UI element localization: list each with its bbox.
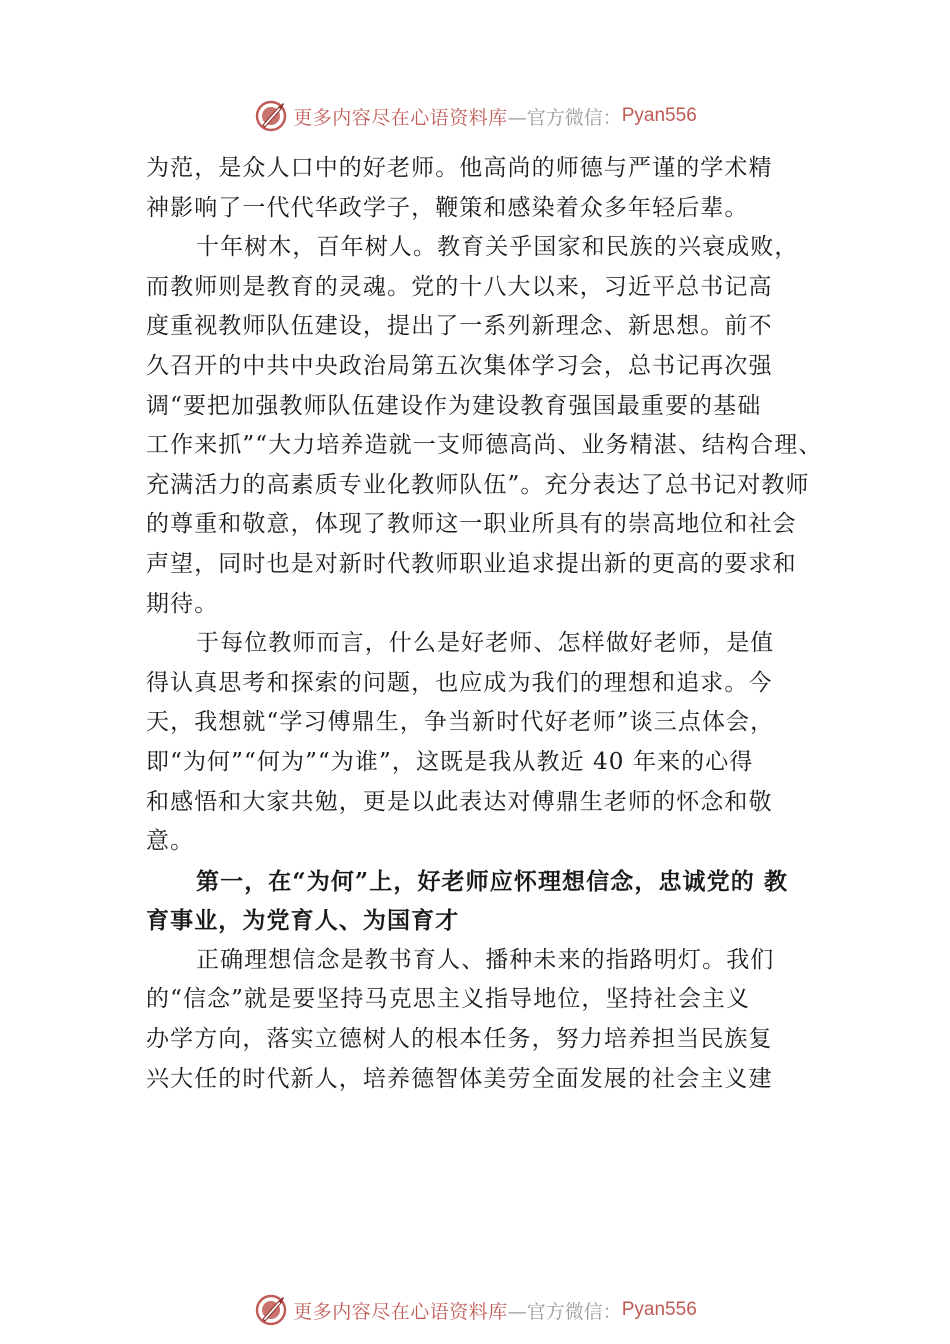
- body-line: 办学方向，落实立德树人的根本任务，努力培养担当民族复: [146, 1026, 773, 1053]
- paragraph-start: 于每位教师而言，什么是好老师、怎样做好老师，是值: [196, 630, 775, 657]
- document-body: [146, 149, 836, 1099]
- body-line: 声望，同时也是对新时代教师职业追求提出新的更高的要求和: [146, 550, 797, 577]
- body-line: 兴大任的时代新人，培养德智体美劳全面发展的社会主义建: [146, 1065, 773, 1092]
- header-banner-sub: —官方微信：: [507, 106, 622, 129]
- body-line: 充满活力的高素质专业化教师队伍”。充分表达了总书记对教师: [146, 471, 810, 498]
- body-line: 而教师则是教育的灵魂。党的十八大以来，习近平总书记高: [146, 273, 773, 300]
- footer-banner-id: Pyan556: [621, 1299, 697, 1320]
- header-banner-main: 更多内容尽在心语资料库: [293, 106, 508, 129]
- body-line: 为范，是众人口中的好老师。他高尚的师德与严谨的学术精: [146, 155, 773, 181]
- body-line: 期待。: [146, 590, 219, 617]
- footer-banner: [0, 1288, 950, 1332]
- body-line: 天，我想就“学习傅鼎生，争当新时代好老师”谈三点体会，: [146, 709, 775, 736]
- body-line: 即“为何”“何为”“为谁”，这既是我从教近 40 年来的心得: [146, 748, 754, 775]
- body-line: 久召开的中共中央政治局第五次集体学习会，总书记再次强: [146, 352, 773, 379]
- body-line: 的尊重和敬意，体现了教师这一职业所具有的崇高地位和社会: [146, 511, 797, 538]
- body-line: 的“信念”就是要坚持马克思主义指导地位，坚持社会主义: [146, 986, 751, 1013]
- pen-logo-icon: [253, 98, 289, 134]
- footer-banner-main: 更多内容尽在心语资料库: [293, 1300, 508, 1323]
- body-line: 神影响了一代代华政学子，鞭策和感染着众多年轻后辈。: [146, 194, 749, 221]
- body-line: 度重视教师队伍建设，提出了一系列新理念、新思想。前不: [146, 313, 773, 340]
- footer-banner-sub: —官方微信：: [507, 1300, 622, 1323]
- body-line: 意。: [146, 828, 195, 855]
- body-line: 工作来抓”“大力培养造就一支师德高尚、业务精湛、结构合理、: [146, 432, 823, 459]
- pen-logo-icon: [253, 1292, 289, 1328]
- section-heading: 第一，在“为何”上，好老师应怀理想信念，忠诚党的 教: [196, 867, 789, 895]
- body-line: 得认真思考和探索的问题，也应成为我们的理想和追求。今: [146, 669, 773, 696]
- paragraph-start: 十年树木，百年树人。教育关乎国家和民族的兴衰成败，: [196, 234, 799, 261]
- body-line: 调“要把加强教师队伍建设作为建设教育强国最重要的基础: [146, 392, 762, 419]
- header-banner: [0, 94, 950, 138]
- paragraph-start: 正确理想信念是教书育人、播种未来的指路明灯。我们: [196, 946, 775, 973]
- header-banner-id: Pyan556: [621, 105, 697, 126]
- section-heading-cont: 育事业，为党育人、为国育才: [146, 907, 460, 935]
- body-line: 和感悟和大家共勉，更是以此表达对傅鼎生老师的怀念和敬: [146, 788, 773, 815]
